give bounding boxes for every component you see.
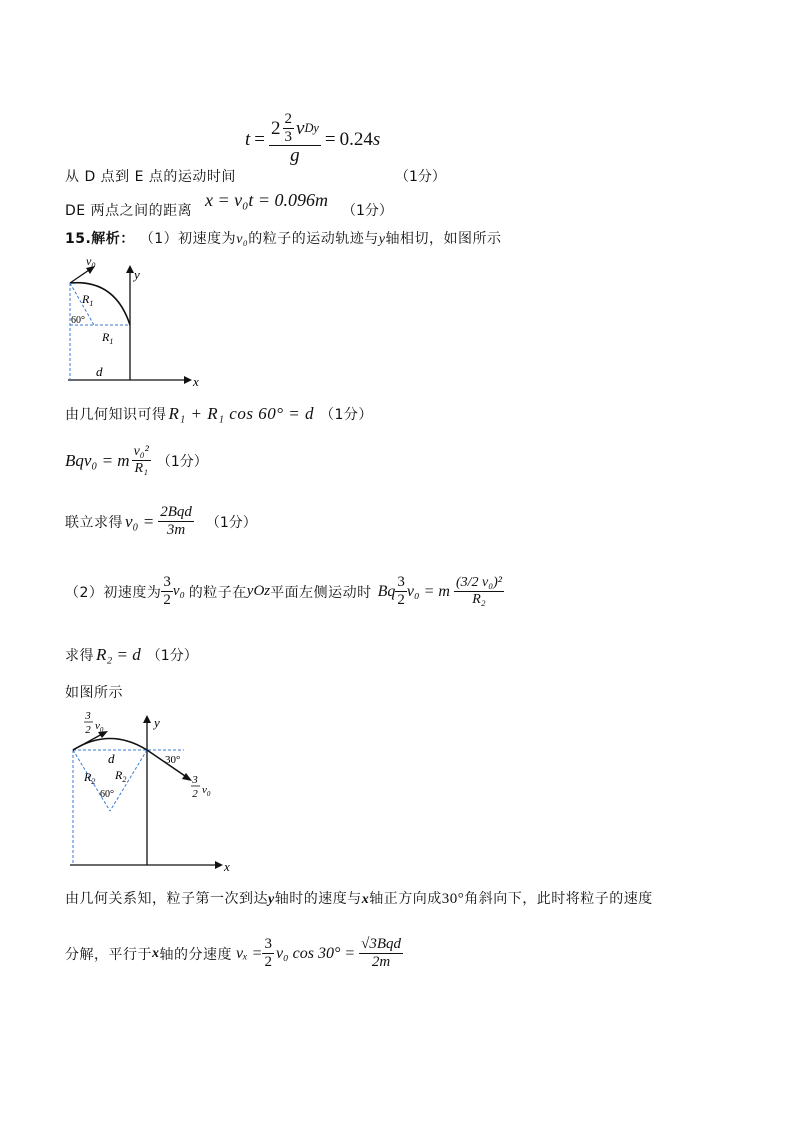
distance-equation: x = v₀t = 0.096m	[205, 190, 329, 210]
fig1-x-arrow	[184, 376, 192, 384]
q15-heading: 15.解析：	[65, 231, 135, 247]
fig2-angle60: 60°	[100, 789, 114, 800]
points-1: （1分）	[395, 169, 446, 185]
fig1-y-arrow	[126, 265, 134, 273]
figure-2	[60, 705, 240, 875]
geo-line: 由几何知识可得 R₁ + R₁ cos 60° = d （1分）	[65, 404, 373, 423]
fig2-r2a: $R_2$	[84, 770, 96, 786]
part2-line: （2）初速度为 $\frac{3}{2}$ v₀ 的粒子在 yOz 平面左侧运动时 Bq $\frac{3}{2}$ v₀ = m $\frac{\text{(3/2 v₀)²}}{\text{R₂}}$	[65, 574, 502, 608]
distance-label: DE 两点之间的距离	[65, 203, 193, 219]
fig2-angle30: 30°	[165, 754, 181, 766]
fig2-x-label: x	[224, 859, 230, 874]
fig2-d: d	[108, 751, 115, 766]
svg-text:2: 2	[192, 788, 198, 800]
svg-text:3: 3	[192, 774, 198, 786]
figure-1	[60, 255, 205, 390]
solve-line: 联立求得 v₀ = $\frac{\text{2Bqd}}{3m}$ （1分）	[65, 504, 257, 538]
fig1-r1a: $R_1$	[82, 292, 94, 308]
q15-line: 15.解析： （1）初速度为v₀的粒子的运动轨迹与y轴相切，如图所示	[65, 231, 502, 247]
fig2-r2b: $R_2$	[115, 768, 127, 784]
fig1-r1b: $R_1$	[102, 330, 114, 346]
fig2-y-label: y	[154, 715, 160, 730]
para-1: 由几何关系知，粒子第一次到达y轴时的速度与x轴正方向成30°角斜向下，此时将粒子的速度	[65, 891, 653, 907]
time-label: 从 D 点到 E 点的运动时间	[65, 169, 236, 185]
fig1-y-label: y	[134, 267, 140, 282]
para-2: 分解，平行于 x 轴的分速度 vₓ = $\frac{3}{2}$ v₀ cos 30° = $\frac{\text{√3Bqd}}{2m}$	[65, 936, 402, 970]
fig2-v0-top: $v_0$	[95, 720, 104, 734]
fig-caption: 如图所示	[65, 685, 123, 701]
time-equation: t = 2 $\frac{2}{3}$ v Dy g = 0.24 s	[245, 111, 381, 167]
fig1-x-label: x	[193, 374, 199, 389]
points-2: （1分）	[342, 203, 393, 219]
bqv-line: Bqv₀ = m $\frac{\text{v₀²}}{\text{R₁}}$ （1分）	[65, 444, 208, 476]
fig1-d: d	[96, 364, 103, 379]
fig1-v0-label: $v_0$	[86, 255, 96, 270]
fig2-v0-right: $v_0$	[202, 784, 211, 798]
svg-text:2: 2	[85, 724, 91, 736]
svg-text:3: 3	[85, 710, 91, 722]
r2-line: 求得 R₂ = d （1分）	[65, 645, 198, 664]
fig1-angle: 60°	[71, 315, 85, 326]
